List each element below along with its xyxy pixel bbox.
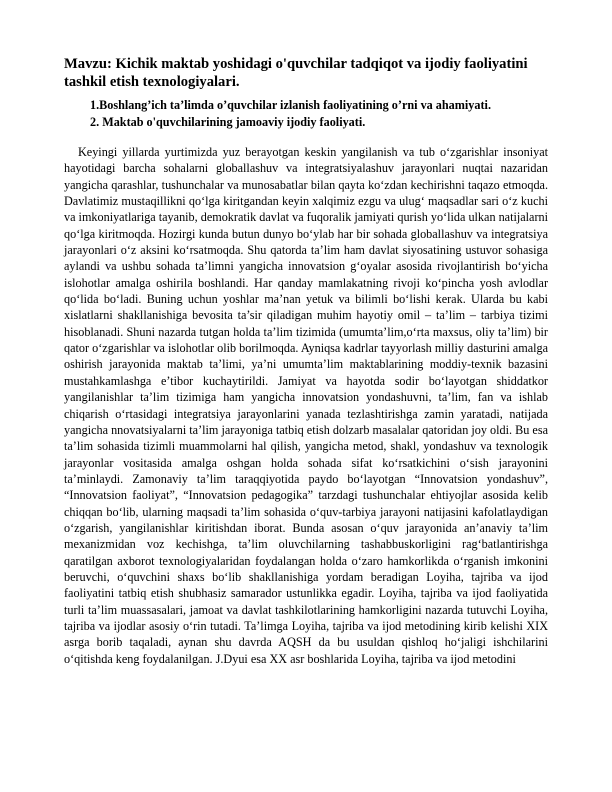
plan-item: 1.Boshlang’ich ta’limda o’quvchilar izlanish faoliyatining o’rni va ahamiyati. [90,98,491,112]
plan-item: 2. Maktab o'quvchilarining jamoaviy ijodiy faoliyati. [90,115,366,129]
body-paragraph: Keyingi yillarda yurtimizda yuz berayotgan keskin yangilanish va tub o‘zgarishlar insoniyat hayotidagi barcha sohalarni globallashuv va integratsiyalashuv jarayonlari nuqtai nazaridan yangicha qarashlar, tushunchalar va munosabatlar bilan qayta ko‘zdan kechirishni taqazo etmoqda. Davlatimiz mustaqillikni qo‘lga kiritgandan keyin xalqimiz ezgu va ulug‘ maqsadlar sari o‘z kuchi va imkoniyatlariga tayanib, demokratik davlat va fuqoralik jamiyati qurish yo‘lida ulkan natijalarni qo‘lga kiritmoqda. Hozirgi kunda butun dunyo bo‘ylab har bir sohada globallashuv va integratsiya jarayonlari o‘z aksini ko‘rsatmoqda. Shu qatorda ta’lim ham davlat siyosatining ustuvor sohasiga aylandi va ushbu sohada ta’limni yangicha innovatsion g‘oyalar asosida rivojlantirish bo‘yicha islohotlar amalga oshirila boshlandi. Har qanday mamlakatning rivoji ko‘pincha yosh avlodlar qo‘lida bo‘ladi. Buning uchun yoshlar ma’nan yetuk va bilimli bo‘lishi kerak. Ularda bu kabi xislatlarni shakllanishiga bevosita ta’sir qiladigan muhim hayotiy omil – ta’lim – tarbiya tizimi hisoblanadi. Shuni nazarda tutgan holda ta’lim tizimida (umumta’lim,o‘rta maxsus, oliy ta’lim) bir qator o‘zgarishlar va islohotlar olib borilmoqda. Ayniqsa kadrlar tayyorlash milliy dasturini amalga oshirish jarayonida maktab ta’limi, ya’ni umumta’lim maktablarining moddiy-texnik bazasini mustahkamlashga e’tibor kuchaytirildi. Jamiyat va hayotda sodir bo‘layotgan shiddatkor yangilanishlar ta’lim tizimiga ham yangicha innovatsion yondashuvni, ta’lim, fan va ishlab chiqarish o‘rtasidagi integratsiya jarayonlarini yanada tezlashtirishga zamin yaratadi, natijada yangicha nnovatsiyalarni ta’lim jarayoniga tatbiq etish dolzarb masalalar qatoridan joy oldi. Bu esa ta’lim sohasida tizimli muammolarni hal qilish, yangicha metod, shakl, yondashuv va texnologik jarayonlar vositasida amalga oshgan holda sohada sifat ko‘rsatkichini o‘sish jarayonini ta’minlaydi. Zamonaviy ta’lim taraqqiyotida paydo bo‘layotgan “Innovatsion yondashuv”, “Innovatsion faoliyat”, “Innovatsion pedagogika” tarzdagi tushunchalar ehtiyojlar asosida kelib chiqqan bo‘lib, ularning maqsadi ta’lim sohasida o‘quv-tarbiya jarayoni natijasini kafolatlaydigan o‘zgarish, yangilanishlar kiritishdan iborat. Bunda asosan o‘quv jarayonida an’anaviy ta’lim mexanizmidan voz kechishga, ta’lim oluvchilarning tashabbuskorligini rag‘batlantirishga qaratilgan axborot texnologiyalaridan foydalangan holda o‘zaro hamkorlikda o‘rganish imkonini beruvchi, o‘quvchini shaxs bo‘lib shakllanishiga yordam beradigan Loyiha, tajriba va ijod faoliyatini tatbiq etish shubhasiz samarador ustunlikka egadir. Loyiha, tajriba va ijod faoliyatida turli ta’lim muassasalari, jamoat va davlat tashkilotlarining hamkorligini nazarda tutuvchi Loyiha, tajriba va ijodlar asosiy o‘rin tutadi. Ta’limga Loyiha, tajriba va ijod metodining kirib kelishi XIX asrga borib taqaladi, aynan shu davrda AQSH da bu usuldan qishloq ho‘jaligi ishchilarini o‘qitishda keng foydalanilgan. J.Dyui esa XX asr boshlarida Loyiha, tajriba va ijod metodini [64,145,548,666]
topic-plan-list [90,97,570,131]
document-title: Mavzu: Kichik maktab yoshidagi o'quvchilar tadqiqot va ijodiy faoliyatini tashkil etish texnologiyalari. [64,56,528,90]
